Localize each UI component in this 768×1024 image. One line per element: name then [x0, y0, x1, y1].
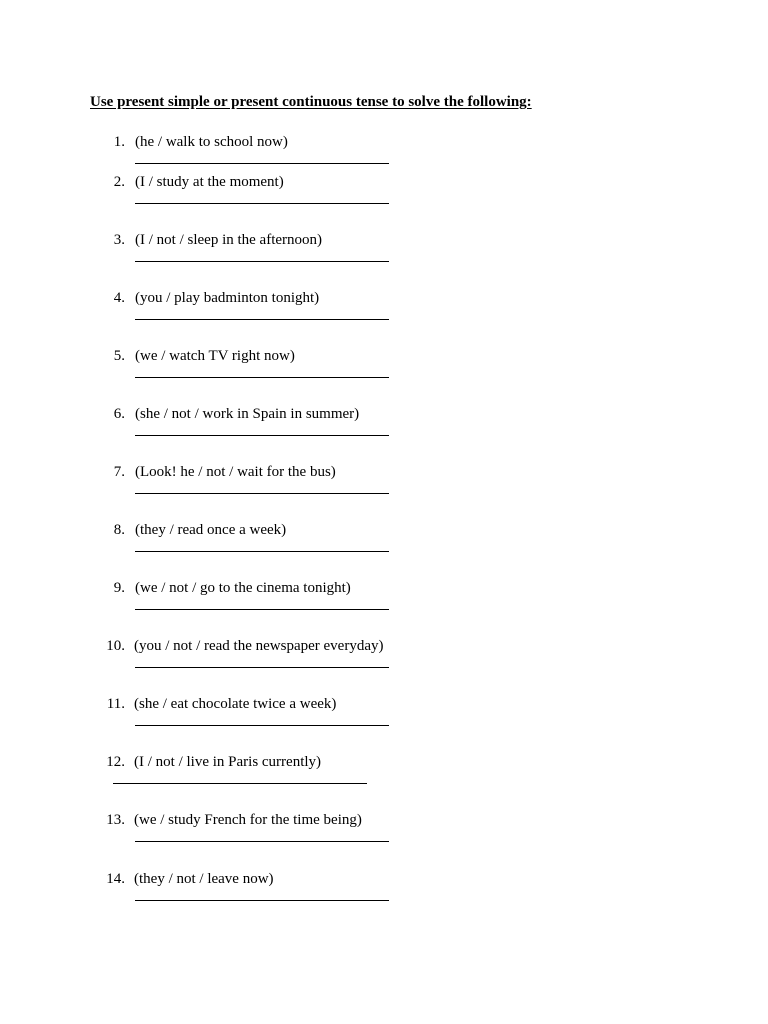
item-prompt: (we / watch TV right now): [135, 348, 295, 364]
item-number: 5.: [113, 348, 125, 364]
worksheet-heading: Use present simple or present continuous tense to solve the following:: [90, 94, 532, 110]
answer-line: [113, 783, 367, 784]
answer-line: [135, 163, 389, 164]
item-prompt: (they / not / leave now): [134, 871, 274, 887]
answer-line: [135, 319, 389, 320]
item-number: 3.: [113, 232, 125, 248]
item-number: 11.: [106, 696, 125, 712]
item-prompt: (I / not / live in Paris currently): [134, 754, 322, 770]
item-number: 14.: [106, 871, 125, 887]
item-prompt: (I / not / sleep in the afternoon): [135, 232, 323, 248]
answer-line: [135, 609, 389, 610]
item-number: 12.: [106, 754, 125, 770]
answer-line: [135, 841, 389, 842]
answer-line: [135, 551, 389, 552]
item-number: 4.: [113, 290, 125, 306]
item-prompt: (I / study at the moment): [135, 174, 284, 190]
item-prompt: (you / not / read the newspaper everyday): [134, 638, 384, 654]
item-number: 9.: [113, 580, 125, 596]
item-prompt: (they / read once a week): [135, 522, 287, 538]
item-prompt: (she / eat chocolate twice a week): [134, 696, 337, 712]
item-number: 10.: [106, 638, 125, 654]
item-prompt: (Look! he / not / wait for the bus): [135, 464, 336, 480]
item-number: 2.: [113, 174, 125, 190]
item-number: 6.: [113, 406, 125, 422]
item-prompt: (we / not / go to the cinema tonight): [135, 580, 351, 596]
item-number: 1.: [113, 134, 125, 150]
item-prompt: (he / walk to school now): [135, 134, 288, 150]
answer-line: [135, 667, 389, 668]
answer-line: [135, 435, 389, 436]
item-prompt: (we / study French for the time being): [134, 812, 362, 828]
item-number: 7.: [113, 464, 125, 480]
answer-line: [135, 900, 389, 901]
answer-line: [135, 261, 389, 262]
item-prompt: (you / play badminton tonight): [135, 290, 320, 306]
answer-line: [135, 725, 389, 726]
item-prompt: (she / not / work in Spain in summer): [135, 406, 360, 422]
answer-line: [135, 203, 389, 204]
answer-line: [135, 377, 389, 378]
item-number: 8.: [113, 522, 125, 538]
answer-line: [135, 493, 389, 494]
item-number: 13.: [106, 812, 125, 828]
